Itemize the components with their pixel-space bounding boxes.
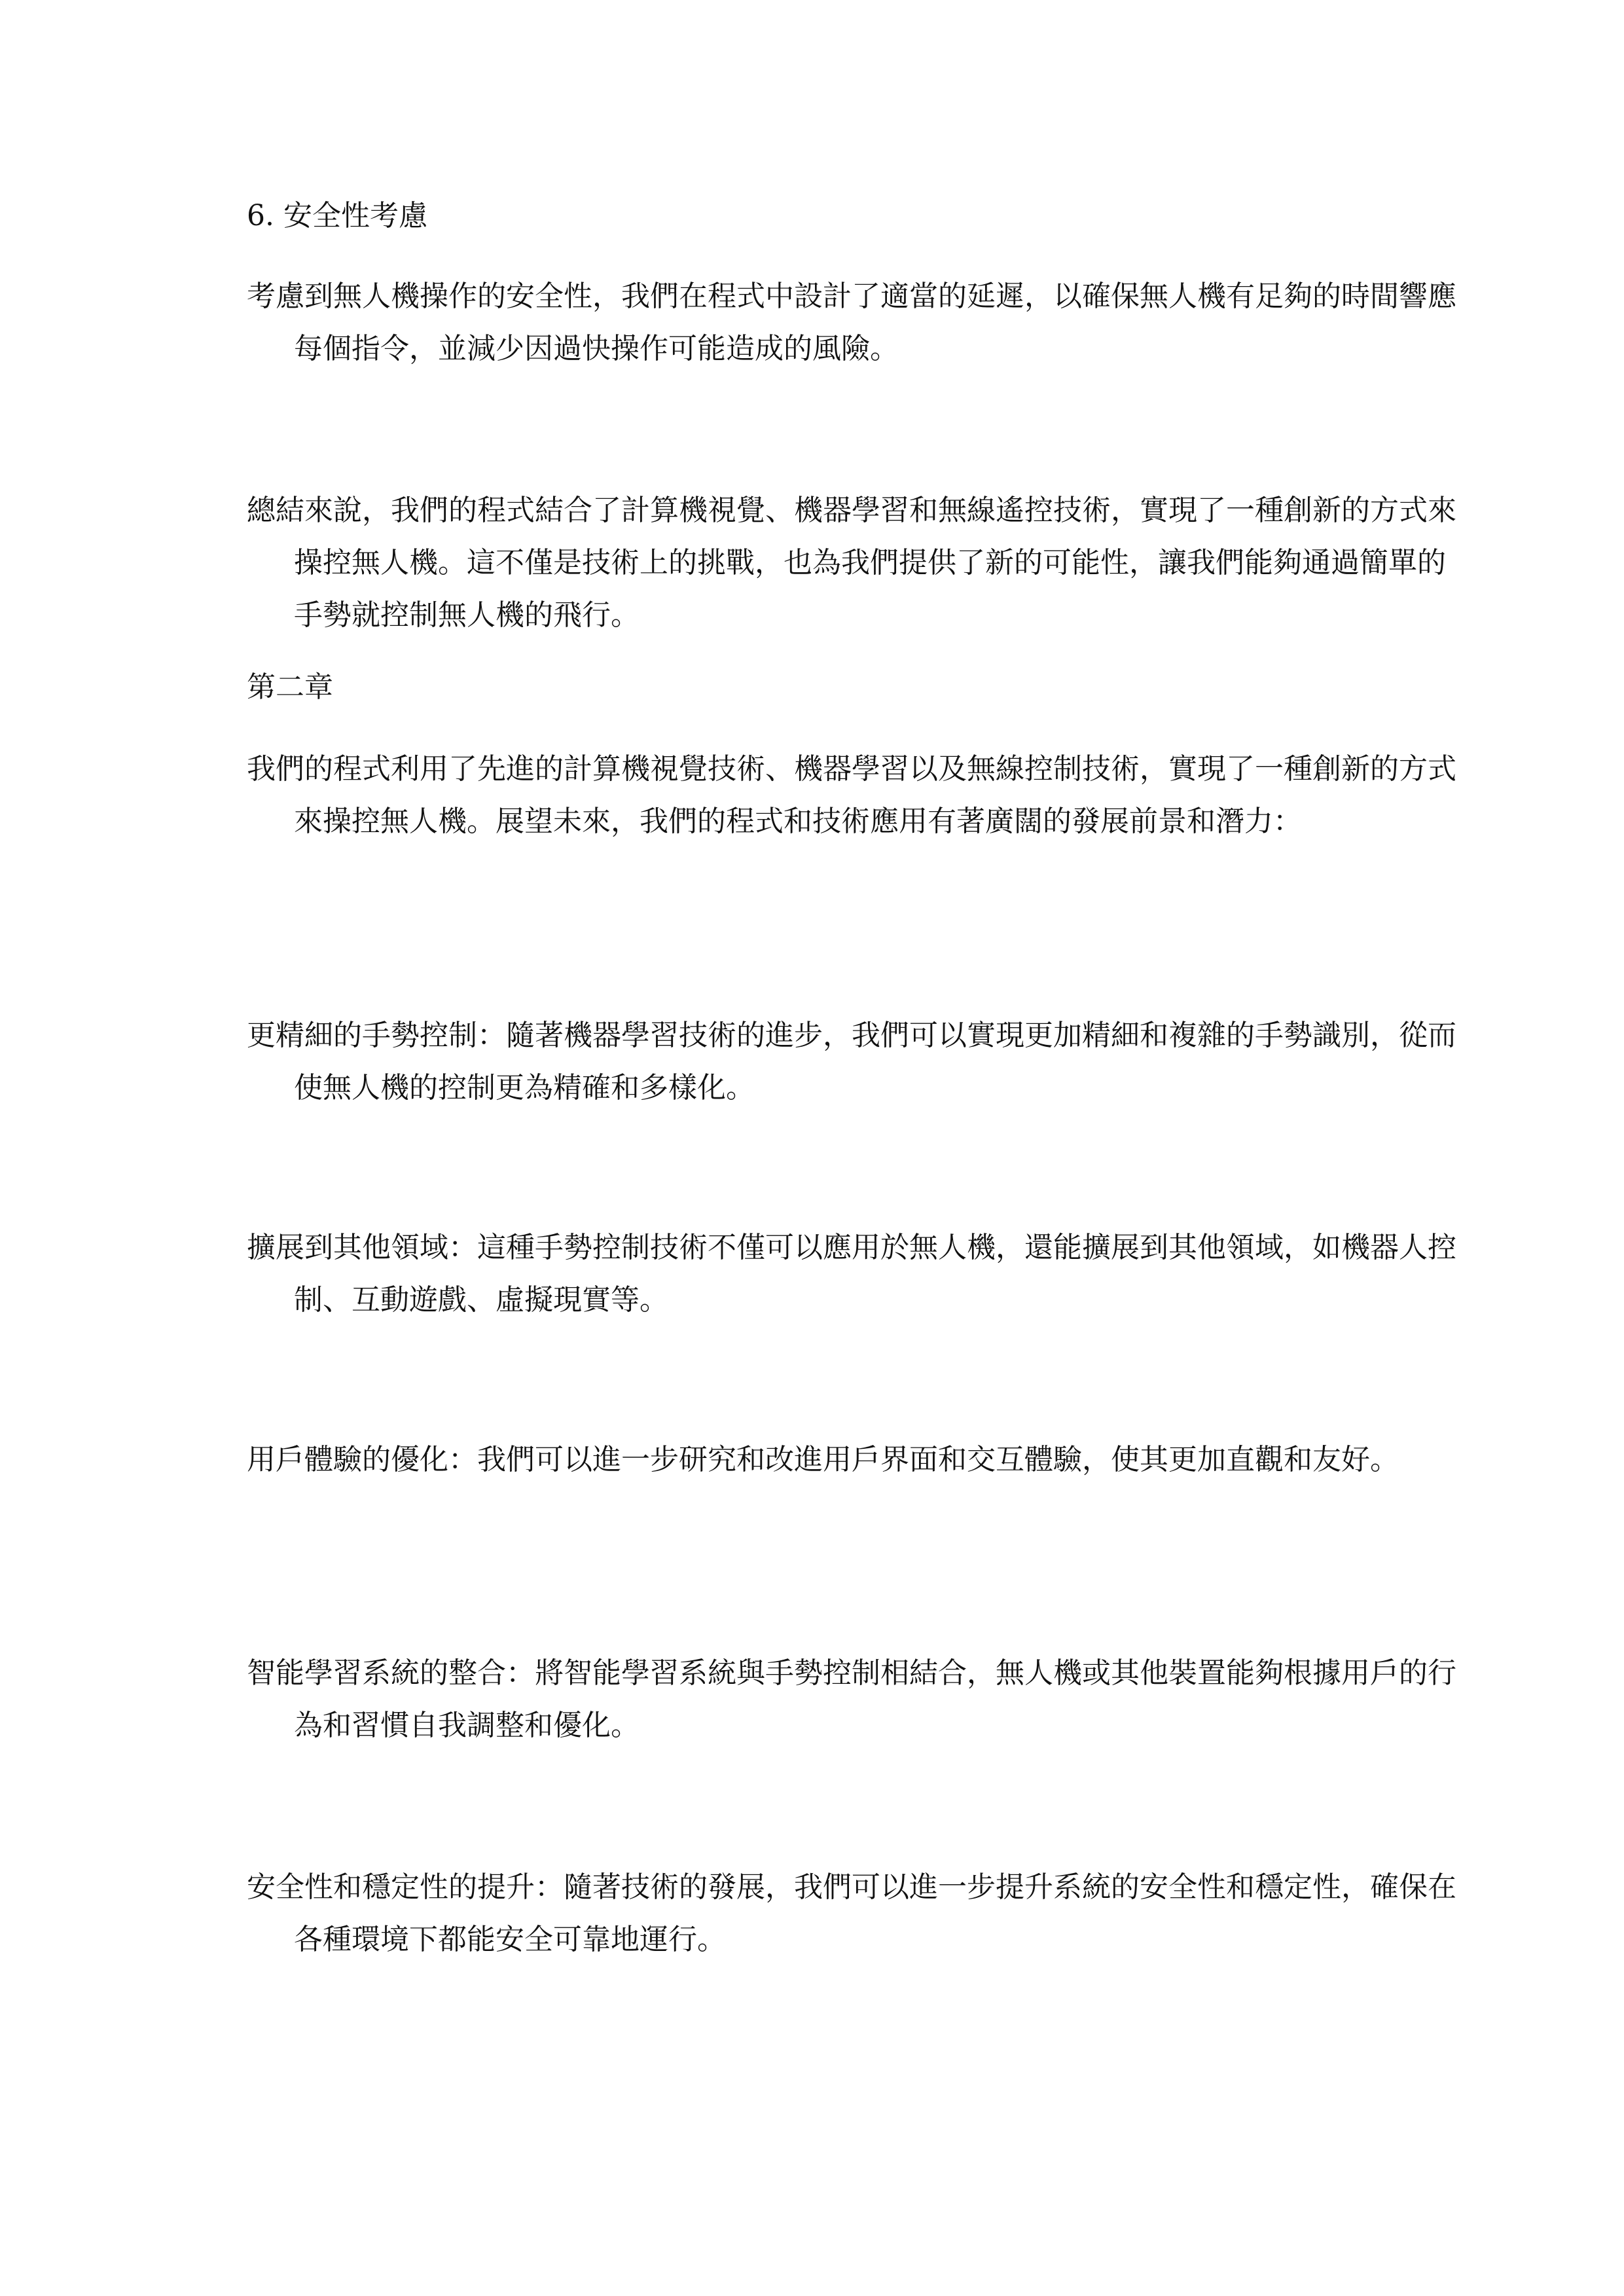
paragraph-finer-gesture: 更精細的手勢控制：隨著機器學習技術的進步，我們可以實現更加精細和複雜的手勢識別，從而使無人機的控制更為精確和多樣化。 [247, 1019, 1456, 1104]
section-heading: 6. 安全性考慮 [247, 199, 427, 232]
paragraph-other-fields: 擴展到其他領域：這種手勢控制技術不僅可以應用於無人機，還能擴展到其他領域，如機器人控制、互動遊戲、虛擬現實等。 [247, 1231, 1456, 1317]
paragraph-smart-learning: 智能學習系統的整合：將智能學習系統與手勢控制相結合，無人機或其他裝置能夠根據用戶的行為和習慣自我調整和優化。 [247, 1656, 1456, 1742]
paragraph-chapter-intro: 我們的程式利用了先進的計算機視覺技術、機器學習以及無線控制技術，實現了一種創新的方式來操控無人機。展望未來，我們的程式和技術應用有著廣闊的發展前景和潛力： [247, 752, 1456, 838]
paragraph-safety: 考慮到無人機操作的安全性，我們在程式中設計了適當的延遲，以確保無人機有足夠的時間響應每個指令，並減少因過快操作可能造成的風險。 [247, 280, 1456, 365]
paragraph-user-experience: 用戶體驗的優化：我們可以進一步研究和改進用戶界面和交互體驗，使其更加直觀和友好。 [247, 1443, 1399, 1476]
paragraph-safety-stability: 安全性和穩定性的提升：隨著技術的發展，我們可以進一步提升系統的安全性和穩定性，確保在各種環境下都能安全可靠地運行。 [247, 1870, 1456, 1956]
paragraph-summary: 總結來說，我們的程式結合了計算機視覺、機器學習和無線遙控技術，實現了一種創新的方式來操控無人機。這不僅是技術上的挑戰，也為我們提供了新的可能性，讓我們能夠通過簡單的手勢就控制無人機的飛行。 [247, 494, 1456, 632]
chapter-heading: 第二章 [247, 670, 333, 704]
